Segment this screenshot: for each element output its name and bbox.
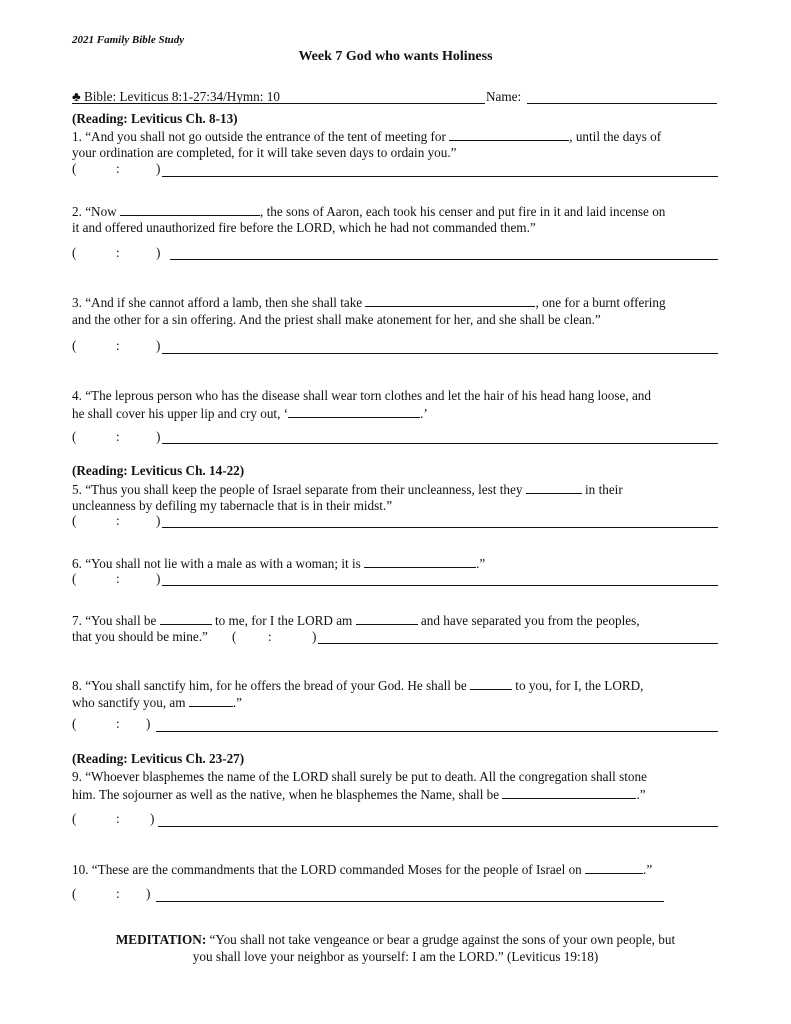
answer-line[interactable]: [318, 643, 718, 644]
question-text: who sanctify you, am: [72, 695, 186, 710]
reference-colon: :: [116, 429, 120, 444]
reference-colon: :: [116, 886, 120, 901]
answer-line[interactable]: [162, 176, 718, 177]
answer-blank[interactable]: [502, 786, 636, 799]
reference-close: ): [146, 716, 151, 731]
answer-line[interactable]: [162, 527, 718, 528]
section-heading: (Reading: Leviticus Ch. 14-22): [72, 463, 245, 478]
question-text: that you should be mine.”: [72, 629, 208, 644]
reference-open: (: [72, 161, 77, 176]
meditation-line-2: you shall love your neighbor as yourself: I am the LORD.” (Leviticus 19:18): [192, 949, 599, 964]
question-7: 7. “You shall be to me, for I the LORD am and have separated you from the peoples,: [72, 613, 640, 628]
reference-colon: :: [116, 811, 120, 826]
reference-open: (: [232, 629, 237, 644]
reference-open: (: [72, 245, 77, 260]
reference-open: (: [72, 429, 77, 444]
reference-close: ): [312, 629, 317, 644]
question-9: 9. “Whoever blasphemes the name of the LORD shall surely be put to death. All the congregation shall stone: [72, 769, 647, 784]
answer-blank[interactable]: [160, 612, 212, 625]
question-text: 8. “You shall sanctify him, for he offers the bread of your God. He shall be: [72, 678, 467, 693]
answer-blank[interactable]: [288, 405, 420, 418]
question-5: 5. “Thus you shall keep the people of Israel separate from their uncleanness, lest they in their: [72, 482, 623, 497]
question-text: 7. “You shall be: [72, 613, 157, 628]
answer-blank[interactable]: [526, 481, 582, 494]
section-heading: (Reading: Leviticus Ch. 8-13): [72, 111, 238, 126]
question-text: it and offered unauthorized fire before the LORD, which he had not commanded them.”: [72, 220, 536, 235]
reference-colon: :: [116, 245, 120, 260]
question-text: uncleanness by defiling my tabernacle that is in their midst.”: [72, 498, 393, 513]
reference-colon: :: [268, 629, 272, 644]
bible-underline: [72, 103, 485, 104]
question-2: 2. “Now , the sons of Aaron, each took his censer and put fire in it and laid incense on: [72, 204, 666, 219]
answer-line[interactable]: [162, 585, 718, 586]
question-text: 1. “And you shall not go outside the entrance of the tent of meeting for: [72, 129, 446, 144]
reference-colon: :: [116, 571, 120, 586]
reference-colon: :: [116, 161, 120, 176]
question-8: 8. “You shall sanctify him, for he offers the bread of your God. He shall be to you, for I, the LORD,: [72, 678, 644, 693]
answer-blank[interactable]: [449, 128, 569, 141]
answer-line[interactable]: [156, 901, 664, 902]
reference-colon: :: [116, 338, 120, 353]
meditation-label: MEDITATION:: [115, 932, 207, 947]
question-text: and the other for a sin offering. And the priest shall make atonement for her, and she shall be clean.”: [72, 312, 601, 327]
question-text: 5. “Thus you shall keep the people of Israel separate from their uncleanness, lest they: [72, 482, 523, 497]
reference-colon: :: [116, 513, 120, 528]
reference-close: ): [146, 886, 151, 901]
answer-line[interactable]: [170, 259, 718, 260]
bible-hymn-label: ♣ Bible: Leviticus 8:1-27:34/Hymn: 10: [72, 89, 280, 104]
answer-line[interactable]: [162, 353, 718, 354]
question-text: 2. “Now: [72, 204, 117, 219]
answer-blank[interactable]: [365, 294, 535, 307]
reference-close: ): [156, 338, 161, 353]
study-label: 2021 Family Bible Study: [72, 34, 185, 46]
question-text: 10. “These are the commandments that the LORD commanded Moses for the people of Israel on: [72, 862, 582, 877]
question-text: him. The sojourner as well as the native, when he blasphemes the Name, shall be: [72, 787, 500, 802]
question-9-line-2: him. The sojourner as well as the native, when he blasphemes the Name, shall be .”: [72, 787, 646, 802]
meditation-text: “You shall not take vengeance or bear a grudge against the sons of your own people, but: [209, 932, 676, 947]
answer-blank[interactable]: [189, 694, 233, 707]
question-text: 3. “And if she cannot afford a lamb, then she shall take: [72, 295, 363, 310]
reference-open: (: [72, 716, 77, 731]
reference-close: ): [156, 571, 161, 586]
reference-open: (: [72, 513, 77, 528]
section-heading: (Reading: Leviticus Ch. 23-27): [72, 751, 245, 766]
question-text: your ordination are completed, for it will take seven days to ordain you.”: [72, 145, 457, 160]
question-4-line-2: he shall cover his upper lip and cry out, ‘ .’: [72, 406, 428, 421]
reference-close: ): [156, 161, 161, 176]
question-text: 6. “You shall not lie with a male as with a woman; it is: [72, 556, 361, 571]
reference-close: ): [150, 811, 155, 826]
page-title: Week 7 God who wants Holiness: [298, 49, 493, 64]
name-label: Name:: [486, 89, 522, 104]
reference-colon: :: [116, 716, 120, 731]
name-field[interactable]: [527, 103, 717, 104]
reference-close: ): [156, 429, 161, 444]
reference-open: (: [72, 811, 77, 826]
question-6: 6. “You shall not lie with a male as with a woman; it is .”: [72, 556, 486, 571]
reference-open: (: [72, 886, 77, 901]
question-10: 10. “These are the commandments that the LORD commanded Moses for the people of Israel on .”: [72, 862, 653, 877]
question-1: 1. “And you shall not go outside the entrance of the tent of meeting for , until the days of: [72, 129, 662, 144]
answer-blank[interactable]: [470, 677, 512, 690]
question-8-line-2: who sanctify you, am .”: [72, 695, 242, 710]
answer-blank[interactable]: [364, 555, 476, 568]
reference-close: ): [156, 513, 161, 528]
meditation-line-1: [0, 932, 791, 948]
question-text: he shall cover his upper lip and cry out, ‘: [72, 406, 289, 421]
answer-line[interactable]: [156, 731, 718, 732]
answer-line[interactable]: [158, 826, 718, 827]
question-3: 3. “And if she cannot afford a lamb, then she shall take , one for a burnt offering: [72, 295, 666, 310]
answer-blank[interactable]: [585, 861, 643, 874]
answer-blank[interactable]: [120, 203, 260, 216]
question-4: 4. “The leprous person who has the disease shall wear torn clothes and let the hair of his head hang loose, and: [72, 388, 651, 403]
answer-line[interactable]: [162, 443, 718, 444]
reference-open: (: [72, 338, 77, 353]
answer-blank[interactable]: [356, 612, 418, 625]
reference-close: ): [156, 245, 161, 260]
reference-open: (: [72, 571, 77, 586]
